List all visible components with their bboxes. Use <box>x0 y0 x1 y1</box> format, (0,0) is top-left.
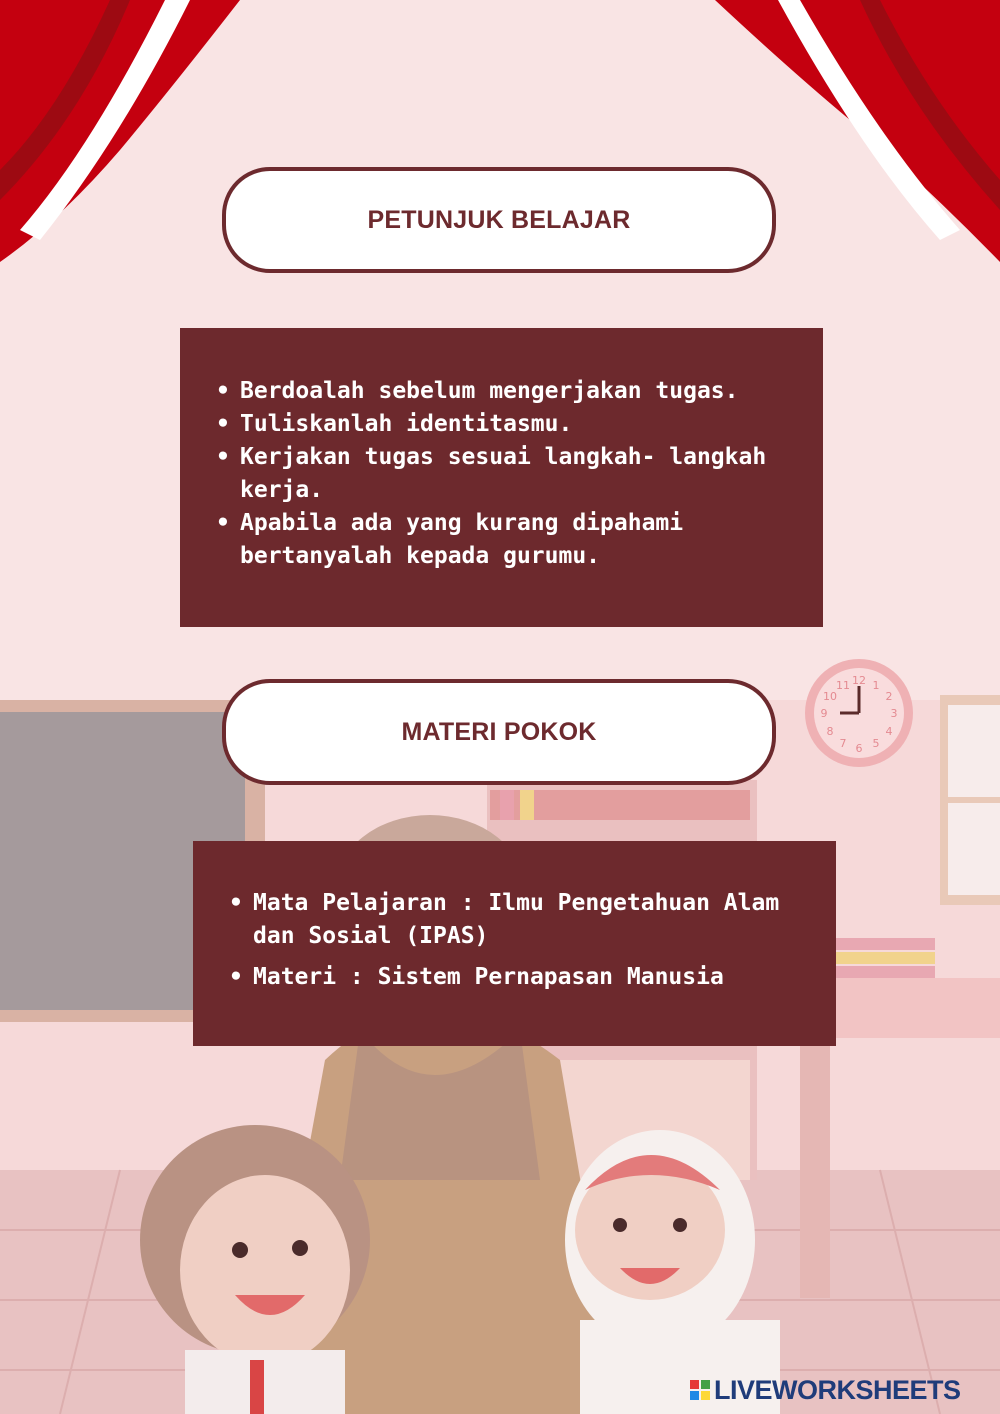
liveworksheets-logo <box>690 1374 961 1406</box>
svg-text:10: 10 <box>823 690 837 703</box>
list-item: • Apabila ada yang kurang dipahami bertanyalah kepada gurumu. <box>240 507 793 573</box>
svg-text:11: 11 <box>836 679 850 692</box>
svg-text:6: 6 <box>855 742 863 755</box>
svg-text:8: 8 <box>826 725 834 738</box>
list-item: • Materi : Sistem Pernapasan Manusia <box>253 961 806 994</box>
instruction-list <box>210 375 793 573</box>
svg-text:7: 7 <box>839 737 847 750</box>
petunjuk-belajar-heading <box>222 167 776 273</box>
svg-text:2: 2 <box>885 690 893 703</box>
list-item: • Berdoalah sebelum mengerjakan tugas. <box>240 375 793 408</box>
svg-text:5: 5 <box>872 737 880 750</box>
materi-pokok-heading <box>222 679 776 785</box>
petunjuk-belajar-panel <box>180 328 823 627</box>
svg-text:1: 1 <box>872 679 880 692</box>
logo-icon <box>690 1380 710 1400</box>
materi-pokok-panel <box>193 841 836 1046</box>
section-title: MATERI POKOK <box>401 717 597 746</box>
svg-text:9: 9 <box>820 707 828 720</box>
svg-text:12: 12 <box>852 674 866 687</box>
list-item: • Kerjakan tugas sesuai langkah- langkah kerja. <box>240 441 793 507</box>
section-title: PETUNJUK BELAJAR <box>367 205 631 234</box>
material-list <box>223 887 806 994</box>
svg-text:4: 4 <box>885 725 893 738</box>
list-item: • Tuliskanlah identitasmu. <box>240 408 793 441</box>
list-item: • Mata Pelajaran : Ilmu Pengetahuan Alam dan Sosial (IPAS) <box>253 887 806 953</box>
logo-text: LIVEWORKSHEETS <box>714 1374 961 1405</box>
svg-text:3: 3 <box>890 707 898 720</box>
